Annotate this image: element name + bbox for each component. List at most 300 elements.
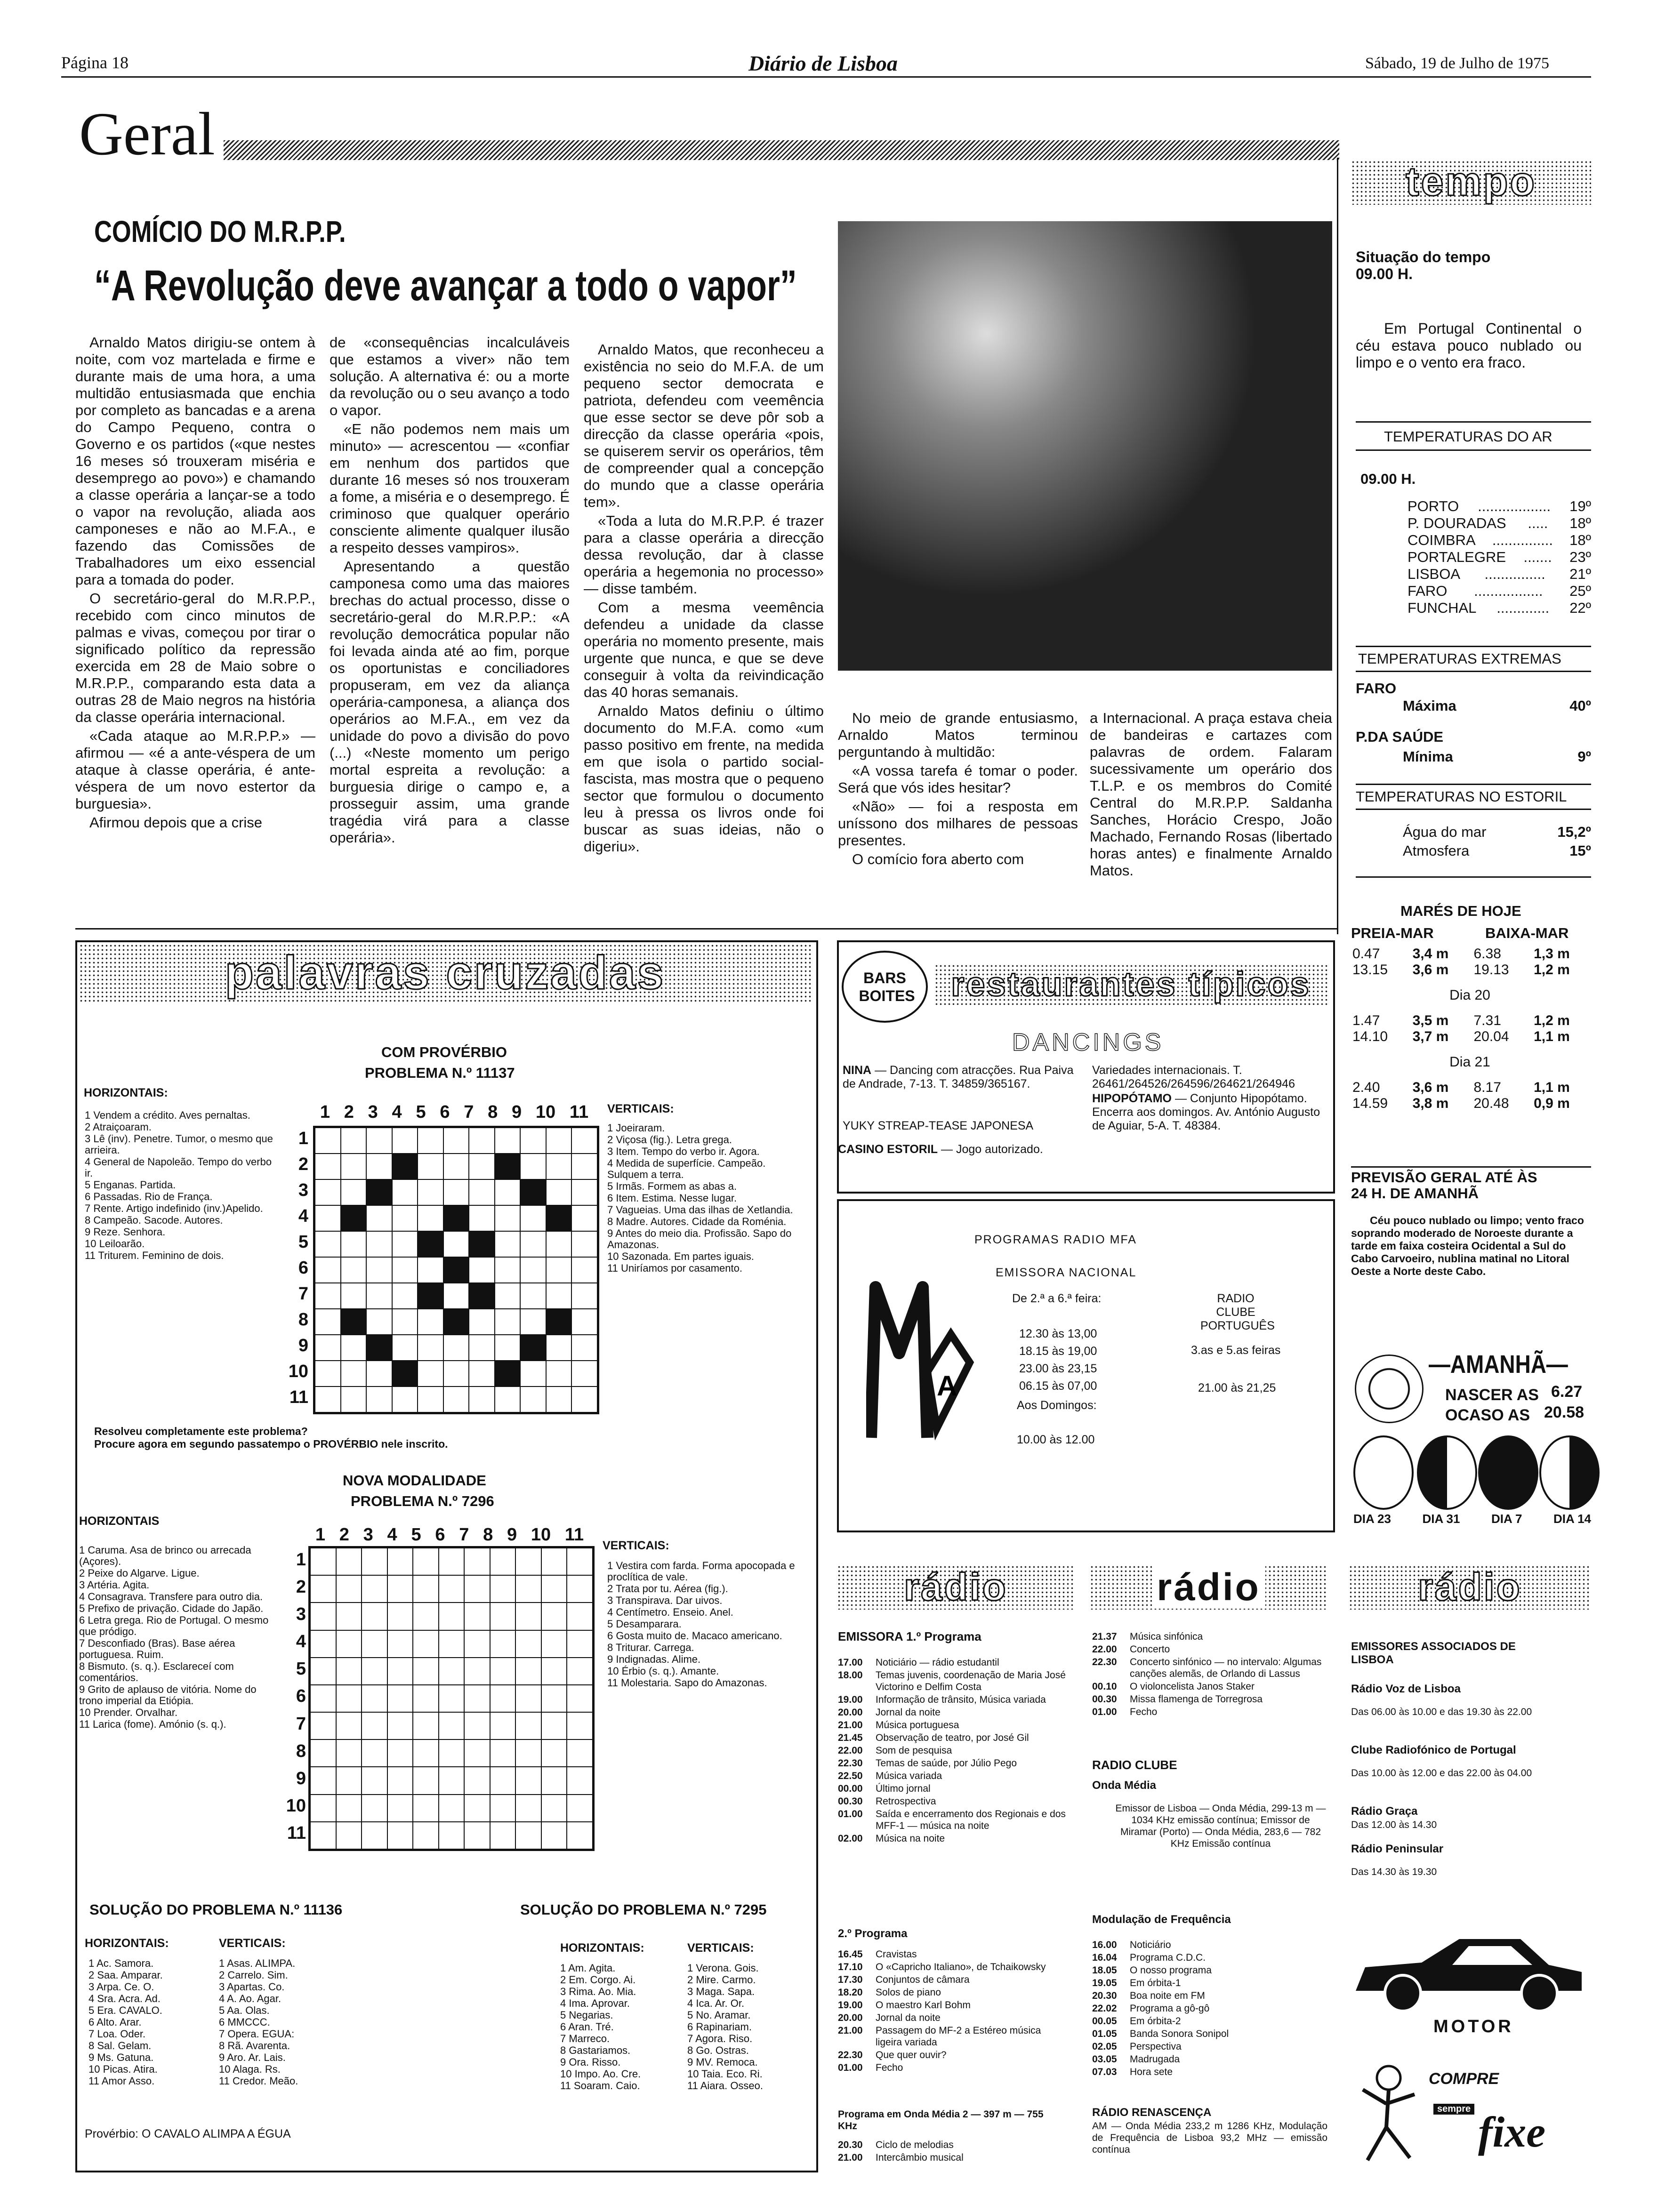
grid-cell[interactable] xyxy=(387,1712,413,1739)
grid-cell[interactable] xyxy=(490,1630,516,1658)
grid-cell[interactable] xyxy=(387,1685,413,1712)
grid-cell[interactable] xyxy=(567,1575,593,1603)
ar-temp: 22º xyxy=(1569,600,1591,616)
grid-cell[interactable] xyxy=(571,1205,597,1231)
fixe-logo: fixe xyxy=(1478,2108,1546,2156)
grid-cell[interactable] xyxy=(469,1387,495,1412)
grid-cell[interactable] xyxy=(567,1548,593,1575)
grid-cell[interactable] xyxy=(413,1548,439,1575)
schedule-time: 00.05 xyxy=(1092,2016,1117,2027)
paragraph: Afirmou depois que a crise xyxy=(89,814,263,831)
clue-item: 9 MV. Remoca. xyxy=(687,2056,758,2068)
grid-cell[interactable] xyxy=(443,1361,469,1387)
grid-cell[interactable] xyxy=(310,1822,336,1849)
grid-cell[interactable] xyxy=(387,1575,413,1603)
clue-item: 11 Amor Asso. xyxy=(88,2075,155,2087)
grid-cell[interactable] xyxy=(571,1335,597,1361)
grid-cell[interactable] xyxy=(315,1309,341,1335)
grid-cell[interactable] xyxy=(439,1767,465,1794)
grid-cell[interactable] xyxy=(520,1231,546,1257)
grid-cell[interactable] xyxy=(439,1822,465,1849)
grid-cell[interactable] xyxy=(413,1767,439,1794)
grid-cell[interactable] xyxy=(336,1685,362,1712)
grid-cell[interactable] xyxy=(392,1387,418,1412)
grid-cell[interactable] xyxy=(567,1822,593,1849)
grid-cell[interactable] xyxy=(315,1283,341,1309)
grid-cell[interactable] xyxy=(464,1712,490,1739)
grid-cell[interactable] xyxy=(362,1575,387,1603)
grid-cell[interactable] xyxy=(418,1361,443,1387)
grid-cell[interactable] xyxy=(571,1128,597,1154)
grid-cell[interactable] xyxy=(567,1739,593,1767)
grid-cell[interactable] xyxy=(418,1309,443,1335)
grid-cell[interactable] xyxy=(464,1822,490,1849)
grid-cell[interactable] xyxy=(387,1822,413,1849)
grid-cell[interactable] xyxy=(439,1712,465,1739)
grid-cell[interactable] xyxy=(443,1283,469,1309)
grid-cell[interactable] xyxy=(362,1767,387,1794)
paragraph: Arnaldo Matos dirigiu-se ontem à noite, com voz martelada e firme e durante mais de uma hora, a uma multidão entusiasmada que enchia por completo as bancadas e a arena do Campo Pequeno, contra o Governo e os partidos («que nestes 16 meses só trouxeram miséria e desemprego ao povo») e chamando a classe operária a lançar-se a todo o vapor na revolução, aliada aos camponeses e não ao M.F.A., e fazendo das Comissões de Trabalhadores um eixo essencial para a tomada do poder. xyxy=(75,334,315,588)
grid-cell[interactable] xyxy=(571,1361,597,1387)
grid-cell[interactable] xyxy=(387,1767,413,1794)
grid-cell[interactable] xyxy=(495,1309,521,1335)
grid-cell[interactable] xyxy=(541,1795,567,1822)
grid-cell[interactable] xyxy=(341,1179,367,1205)
schedule-row xyxy=(838,1987,1069,1998)
grid-cell[interactable] xyxy=(546,1283,572,1309)
grid-cell[interactable] xyxy=(310,1739,336,1767)
previsao-text: Céu pouco nublado ou limpo; vento fraco soprando moderado de Noroeste durante a tarde em faixa costeira Ocidental a Sul do Cabo Carvoeiro, nublina matinal no Litoral Oeste a Norte deste Cabo. xyxy=(1351,1214,1584,1277)
grid-cell[interactable] xyxy=(469,1154,495,1179)
grid-cell[interactable] xyxy=(469,1309,495,1335)
grid-cell[interactable] xyxy=(546,1179,572,1205)
grid-cell[interactable] xyxy=(366,1283,392,1309)
grid-cell[interactable] xyxy=(336,1739,362,1767)
ar-time: 09.00 H. xyxy=(1360,471,1416,487)
grid-cell[interactable] xyxy=(387,1658,413,1685)
grid-cell[interactable] xyxy=(366,1205,392,1231)
grid-cell[interactable] xyxy=(315,1179,341,1205)
grid-cell[interactable] xyxy=(392,1205,418,1231)
grid-cell[interactable] xyxy=(366,1387,392,1412)
grid-cell[interactable] xyxy=(336,1658,362,1685)
grid-cell[interactable] xyxy=(439,1739,465,1767)
schedule-row xyxy=(1092,1706,1327,1718)
crossword-grid-2[interactable] xyxy=(308,1546,595,1851)
grid-cell[interactable] xyxy=(541,1658,567,1685)
grid-cell[interactable] xyxy=(520,1309,546,1335)
grid-cell[interactable] xyxy=(464,1548,490,1575)
grid-cell[interactable] xyxy=(366,1361,392,1387)
grid-cell[interactable] xyxy=(439,1630,465,1658)
grid-cell[interactable] xyxy=(413,1575,439,1603)
grid-cell[interactable] xyxy=(362,1630,387,1658)
col2a-list xyxy=(1092,1631,1327,1719)
grid-cell[interactable] xyxy=(495,1128,521,1154)
grid-cell[interactable] xyxy=(362,1822,387,1849)
grid-cell[interactable] xyxy=(336,1548,362,1575)
row-number: 7 xyxy=(298,1284,308,1304)
grid-cell[interactable] xyxy=(495,1335,521,1361)
grid-cell[interactable] xyxy=(515,1685,541,1712)
schedule-program: Retrospectiva xyxy=(876,1796,936,1807)
grid-cell[interactable] xyxy=(413,1822,439,1849)
grid-cell[interactable] xyxy=(315,1335,341,1361)
tide-cell: 0,9 m xyxy=(1534,1096,1570,1111)
grid-cell[interactable] xyxy=(336,1603,362,1630)
grid-cell[interactable] xyxy=(515,1548,541,1575)
baixa-label: BAIXA-MAR xyxy=(1485,925,1569,941)
grid-cell[interactable] xyxy=(571,1387,597,1412)
grid-cell[interactable] xyxy=(387,1548,413,1575)
mfa-programas: PROGRAMAS RADIO MFA xyxy=(974,1233,1137,1246)
grid-cell[interactable] xyxy=(515,1603,541,1630)
weather-divider xyxy=(1337,158,1338,934)
grid-cell[interactable] xyxy=(515,1575,541,1603)
grid-cell[interactable] xyxy=(392,1179,418,1205)
grid-cell xyxy=(418,1231,443,1257)
grid-cell[interactable] xyxy=(490,1603,516,1630)
grid-cell[interactable] xyxy=(341,1361,367,1387)
clue-item: 9 Reze. Senhora. xyxy=(85,1226,166,1238)
grid-cell[interactable] xyxy=(443,1387,469,1412)
grid-cell[interactable] xyxy=(567,1630,593,1658)
grid-cell[interactable] xyxy=(413,1712,439,1739)
grid-cell[interactable] xyxy=(469,1257,495,1283)
grid-cell[interactable] xyxy=(362,1712,387,1739)
grid-cell[interactable] xyxy=(310,1795,336,1822)
grid-cell[interactable] xyxy=(567,1603,593,1630)
grid-cell[interactable] xyxy=(490,1795,516,1822)
grid-cell[interactable] xyxy=(392,1128,418,1154)
amanha-title: —AMANHÃ— xyxy=(1429,1350,1568,1378)
crossword-grid-1[interactable] xyxy=(313,1126,599,1414)
grid-cell[interactable] xyxy=(515,1739,541,1767)
grid-cell[interactable] xyxy=(310,1658,336,1685)
agua-label: Água do mar xyxy=(1403,824,1487,840)
grid-cell[interactable] xyxy=(546,1154,572,1179)
grid-cell[interactable] xyxy=(336,1795,362,1822)
grid-cell[interactable] xyxy=(341,1283,367,1309)
clue-item: 4 Ima. Aprovar. xyxy=(560,1997,630,2009)
grid-cell[interactable] xyxy=(515,1712,541,1739)
grid-cell[interactable] xyxy=(443,1154,469,1179)
grid-cell[interactable] xyxy=(495,1387,521,1412)
schedule-row xyxy=(1092,1693,1327,1705)
grid-cell[interactable] xyxy=(362,1685,387,1712)
schedule-row xyxy=(1092,2015,1327,2027)
grid-cell[interactable] xyxy=(541,1822,567,1849)
article-col-5 xyxy=(1090,710,1332,881)
grid-cell[interactable] xyxy=(439,1685,465,1712)
grid-cell[interactable] xyxy=(541,1548,567,1575)
grid-cell[interactable] xyxy=(392,1257,418,1283)
grid-cell[interactable] xyxy=(520,1387,546,1412)
grid-cell[interactable] xyxy=(341,1387,367,1412)
grid-cell[interactable] xyxy=(464,1795,490,1822)
schedule-row xyxy=(1092,1643,1327,1655)
grid-cell[interactable] xyxy=(341,1335,367,1361)
grid-cell[interactable] xyxy=(392,1283,418,1309)
schedule-time: 01.00 xyxy=(1092,1707,1117,1717)
column-number: 11 xyxy=(564,1525,584,1545)
clue-item: 9 Indignadas. Alime. xyxy=(607,1653,701,1665)
grid-cell[interactable] xyxy=(336,1822,362,1849)
grid-cell[interactable] xyxy=(464,1575,490,1603)
grid-cell[interactable] xyxy=(418,1154,443,1179)
grid-cell[interactable] xyxy=(366,1257,392,1283)
grid-cell[interactable] xyxy=(418,1205,443,1231)
grid-cell[interactable] xyxy=(567,1685,593,1712)
grid-cell[interactable] xyxy=(495,1231,521,1257)
grid-cell[interactable] xyxy=(520,1283,546,1309)
grid-cell[interactable] xyxy=(567,1795,593,1822)
clue-item: 11 Larica (fome). Amónio (s. q.). xyxy=(79,1718,226,1730)
grid-cell[interactable] xyxy=(413,1658,439,1685)
grid-cell[interactable] xyxy=(392,1231,418,1257)
paragraph: Apresentando a questão camponesa como uma das maiores brechas do actual processo, disse o secretário-geral do M.R.P.P.: «A revolução democrática popular não foi levada ainda até ao fim, porque os oportunistas e conciliadores propuseram, em vez da aliança operária-camponesa, a aliança dos operários ao M.F.A., em vez da unidade do povo a divisão do povo (...) «Neste momento um perigo mortal espreita a revolução: a burguesia dirige o campo e, a prosseguir assim, uma grande tragédia virá para a classe operária». xyxy=(330,558,570,846)
grid-cell[interactable] xyxy=(520,1205,546,1231)
grid-cell[interactable] xyxy=(490,1685,516,1712)
grid-cell[interactable] xyxy=(341,1257,367,1283)
grid-cell xyxy=(495,1361,521,1387)
grid-cell[interactable] xyxy=(413,1739,439,1767)
ar-temp: 23º xyxy=(1569,549,1591,565)
ar-temp: 18º xyxy=(1569,515,1591,531)
grid-cell[interactable] xyxy=(490,1767,516,1794)
grid-cell[interactable] xyxy=(520,1128,546,1154)
grid-cell[interactable] xyxy=(366,1128,392,1154)
schedule-program: Último jornal xyxy=(876,1783,931,1794)
grid-cell[interactable] xyxy=(515,1658,541,1685)
grid-cell[interactable] xyxy=(310,1630,336,1658)
schedule-row xyxy=(1092,2066,1327,2078)
tide-table xyxy=(1349,1013,1591,1045)
grid-cell[interactable] xyxy=(567,1767,593,1794)
schedule-row xyxy=(1092,1656,1327,1680)
grid-cell[interactable] xyxy=(413,1603,439,1630)
grid-cell[interactable] xyxy=(387,1795,413,1822)
schedule-time: 20.30 xyxy=(838,2140,863,2150)
grid-cell[interactable] xyxy=(387,1739,413,1767)
sol1-v-label: VERTICAIS: xyxy=(219,1937,286,1950)
grid-cell[interactable] xyxy=(392,1309,418,1335)
grid-cell[interactable] xyxy=(490,1548,516,1575)
grid-cell[interactable] xyxy=(315,1387,341,1412)
grid-cell[interactable] xyxy=(362,1603,387,1630)
grid-cell[interactable] xyxy=(541,1603,567,1630)
clue-item: 9 Ora. Risso. xyxy=(560,2056,621,2068)
grid-cell[interactable] xyxy=(490,1822,516,1849)
grid-cell[interactable] xyxy=(571,1154,597,1179)
grid-cell[interactable] xyxy=(464,1630,490,1658)
grid-cell[interactable] xyxy=(443,1128,469,1154)
grid-cell[interactable] xyxy=(443,1335,469,1361)
grid-cell[interactable] xyxy=(541,1575,567,1603)
column-number: 5 xyxy=(411,1525,421,1545)
grid-cell[interactable] xyxy=(469,1205,495,1231)
grid-cell[interactable] xyxy=(315,1257,341,1283)
grid-cell[interactable] xyxy=(362,1739,387,1767)
grid-cell[interactable] xyxy=(515,1822,541,1849)
paragraph: «Toda a luta do M.R.P.P. é trazer para a classe operária a direcção dessa revolução, dar à classe operária a hegemonia no processo» — disse também. xyxy=(584,513,824,597)
schedule-program: Noticiário — rádio estudantil xyxy=(876,1657,999,1668)
grid-cell[interactable] xyxy=(546,1128,572,1154)
grid-cell[interactable] xyxy=(418,1179,443,1205)
grid-cell[interactable] xyxy=(567,1658,593,1685)
clue-item: 9 Antes do meio dia. Profissão. Sapo do Amazonas. xyxy=(607,1227,792,1250)
grid-cell[interactable] xyxy=(469,1179,495,1205)
grid-cell[interactable] xyxy=(520,1361,546,1387)
grid-cell[interactable] xyxy=(439,1575,465,1603)
grid-cell[interactable] xyxy=(571,1257,597,1283)
estoril-title: TEMPERATURAS NO ESTORIL xyxy=(1356,788,1567,805)
grid-cell[interactable] xyxy=(315,1154,341,1179)
grid-cell[interactable] xyxy=(546,1231,572,1257)
article-bottom-rule xyxy=(75,928,1337,930)
grid-cell[interactable] xyxy=(520,1257,546,1283)
grid-cell[interactable] xyxy=(362,1795,387,1822)
grid-cell[interactable] xyxy=(571,1231,597,1257)
grid-cell[interactable] xyxy=(546,1335,572,1361)
grid-cell[interactable] xyxy=(310,1685,336,1712)
grid-cell[interactable] xyxy=(515,1630,541,1658)
rule xyxy=(1356,449,1591,451)
grid-cell[interactable] xyxy=(366,1309,392,1335)
grid-cell[interactable] xyxy=(336,1712,362,1739)
grid-cell[interactable] xyxy=(469,1128,495,1154)
grid-cell[interactable] xyxy=(315,1231,341,1257)
schedule-row xyxy=(1092,2053,1327,2065)
grid-cell[interactable] xyxy=(541,1739,567,1767)
grid-cell[interactable] xyxy=(315,1128,341,1154)
clue-item: 8 Madre. Autores. Cidade da Roménia. xyxy=(607,1216,787,1227)
grid-cell[interactable] xyxy=(315,1205,341,1231)
grid-cell[interactable] xyxy=(571,1179,597,1205)
grid-cell[interactable] xyxy=(541,1712,567,1739)
sol1-title: SOLUÇÃO DO PROBLEMA N.º 11136 xyxy=(89,1901,343,1918)
grid-cell[interactable] xyxy=(418,1387,443,1412)
grid-cell[interactable] xyxy=(490,1739,516,1767)
yuky-listing: YUKY STREAP-TEASE JAPONESA xyxy=(843,1119,1034,1132)
mfa-emissora: EMISSORA NACIONAL xyxy=(996,1266,1137,1279)
grid-cell[interactable] xyxy=(490,1658,516,1685)
grid-cell[interactable] xyxy=(541,1685,567,1712)
rally-crowd-photo xyxy=(838,221,1332,671)
grid-cell[interactable] xyxy=(439,1658,465,1685)
clue-item: 11 Soaram. Caio. xyxy=(560,2080,640,2092)
grid-cell[interactable] xyxy=(546,1387,572,1412)
grid-cell[interactable] xyxy=(464,1685,490,1712)
grid-cell[interactable] xyxy=(495,1205,521,1231)
grid-cell[interactable] xyxy=(418,1257,443,1283)
grid-cell[interactable] xyxy=(439,1603,465,1630)
grid-cell[interactable] xyxy=(310,1548,336,1575)
grid-cell[interactable] xyxy=(341,1154,367,1179)
grid-cell[interactable] xyxy=(413,1630,439,1658)
grid-cell[interactable] xyxy=(362,1548,387,1575)
schedule-program: Madrugada xyxy=(1130,2054,1180,2065)
grid-cell[interactable] xyxy=(336,1767,362,1794)
paragraph: «E não podemos nem mais um minuto» — acrescentou — «confiar em nenhum dos partidos que durante 16 meses só nos trouxeram a fome, a miséria e o desemprego. É criminoso que qualquer operário consciente alimente qualquer ilusão a respeito desses vampiros». xyxy=(330,421,570,556)
tide-cell: 13.15 xyxy=(1352,962,1388,978)
grid-cell[interactable] xyxy=(413,1795,439,1822)
situacao-title-text: Situação do tempo xyxy=(1356,248,1491,265)
prog1-list xyxy=(838,1657,1069,1845)
grid-cell[interactable] xyxy=(443,1231,469,1257)
grid-cell[interactable] xyxy=(418,1128,443,1154)
grid-cell[interactable] xyxy=(362,1658,387,1685)
grid-cell[interactable] xyxy=(366,1231,392,1257)
grid-cell[interactable] xyxy=(546,1361,572,1387)
grid-cell[interactable] xyxy=(495,1179,521,1205)
grid-cell[interactable] xyxy=(341,1231,367,1257)
ext-faro: FARO xyxy=(1356,680,1397,697)
schedule-row xyxy=(838,2139,1069,2151)
grid-cell[interactable] xyxy=(392,1335,418,1361)
grid-cell[interactable] xyxy=(464,1739,490,1767)
schedule-row xyxy=(838,1833,1069,1844)
radio-banner-text-3: rádio xyxy=(1418,1566,1522,1609)
grid-cell[interactable] xyxy=(413,1685,439,1712)
grid-cell[interactable] xyxy=(495,1283,521,1309)
grid-cell[interactable] xyxy=(469,1361,495,1387)
grid-cell[interactable] xyxy=(464,1658,490,1685)
grid-cell[interactable] xyxy=(310,1575,336,1603)
grid-cell[interactable] xyxy=(541,1630,567,1658)
grid-cell[interactable] xyxy=(520,1154,546,1179)
grid-cell[interactable] xyxy=(541,1767,567,1794)
grid-cell[interactable] xyxy=(571,1283,597,1309)
clue-item: 9 Ms. Gatuna. xyxy=(88,2052,154,2063)
grid-cell[interactable] xyxy=(310,1767,336,1794)
grid-cell[interactable] xyxy=(387,1630,413,1658)
grid-cell[interactable] xyxy=(490,1712,516,1739)
grid-cell[interactable] xyxy=(336,1630,362,1658)
grid-cell xyxy=(495,1154,521,1179)
clue-item: 11 Triturem. Feminino de dois. xyxy=(85,1250,224,1261)
grid-cell[interactable] xyxy=(310,1712,336,1739)
grid-cell[interactable] xyxy=(495,1257,521,1283)
grid-cell[interactable] xyxy=(469,1335,495,1361)
grid-cell[interactable] xyxy=(315,1361,341,1387)
grid-cell[interactable] xyxy=(515,1767,541,1794)
grid-cell[interactable] xyxy=(336,1575,362,1603)
paragraph: Arnaldo Matos, que reconheceu a existência no seio do M.F.A. de um pequeno sector democrata e patriota, defendeu com veemência que esse sector se deve pôr sob a direcção da classe operária «pois, se quiserem servir os operários, têm de compreender qual a concepção do mundo que a classe operária tem». xyxy=(584,341,824,510)
clue-item: 8 Triturar. Carrega. xyxy=(607,1642,694,1653)
schedule-program: Programa a gô-gô xyxy=(1130,2003,1210,2014)
grid-cell[interactable] xyxy=(515,1795,541,1822)
grid-cell[interactable] xyxy=(443,1179,469,1205)
grid-cell[interactable] xyxy=(341,1128,367,1154)
grid-cell[interactable] xyxy=(567,1712,593,1739)
grid-cell[interactable] xyxy=(310,1603,336,1630)
grid-cell[interactable] xyxy=(366,1154,392,1179)
grid-cell[interactable] xyxy=(546,1257,572,1283)
grid-cell[interactable] xyxy=(418,1335,443,1361)
grid-cell[interactable] xyxy=(439,1548,465,1575)
clue-item: 2 Viçosa (fig.). Letra grega. xyxy=(607,1134,732,1146)
grid-cell[interactable] xyxy=(571,1309,597,1335)
grid-cell[interactable] xyxy=(439,1795,465,1822)
schedule-time: 01.00 xyxy=(838,2062,863,2073)
grid-cell[interactable] xyxy=(464,1603,490,1630)
rule xyxy=(1356,671,1591,672)
grid-cell[interactable] xyxy=(387,1603,413,1630)
grid-cell[interactable] xyxy=(464,1767,490,1794)
row-number: 2 xyxy=(298,1154,308,1174)
grid-cell[interactable] xyxy=(490,1575,516,1603)
